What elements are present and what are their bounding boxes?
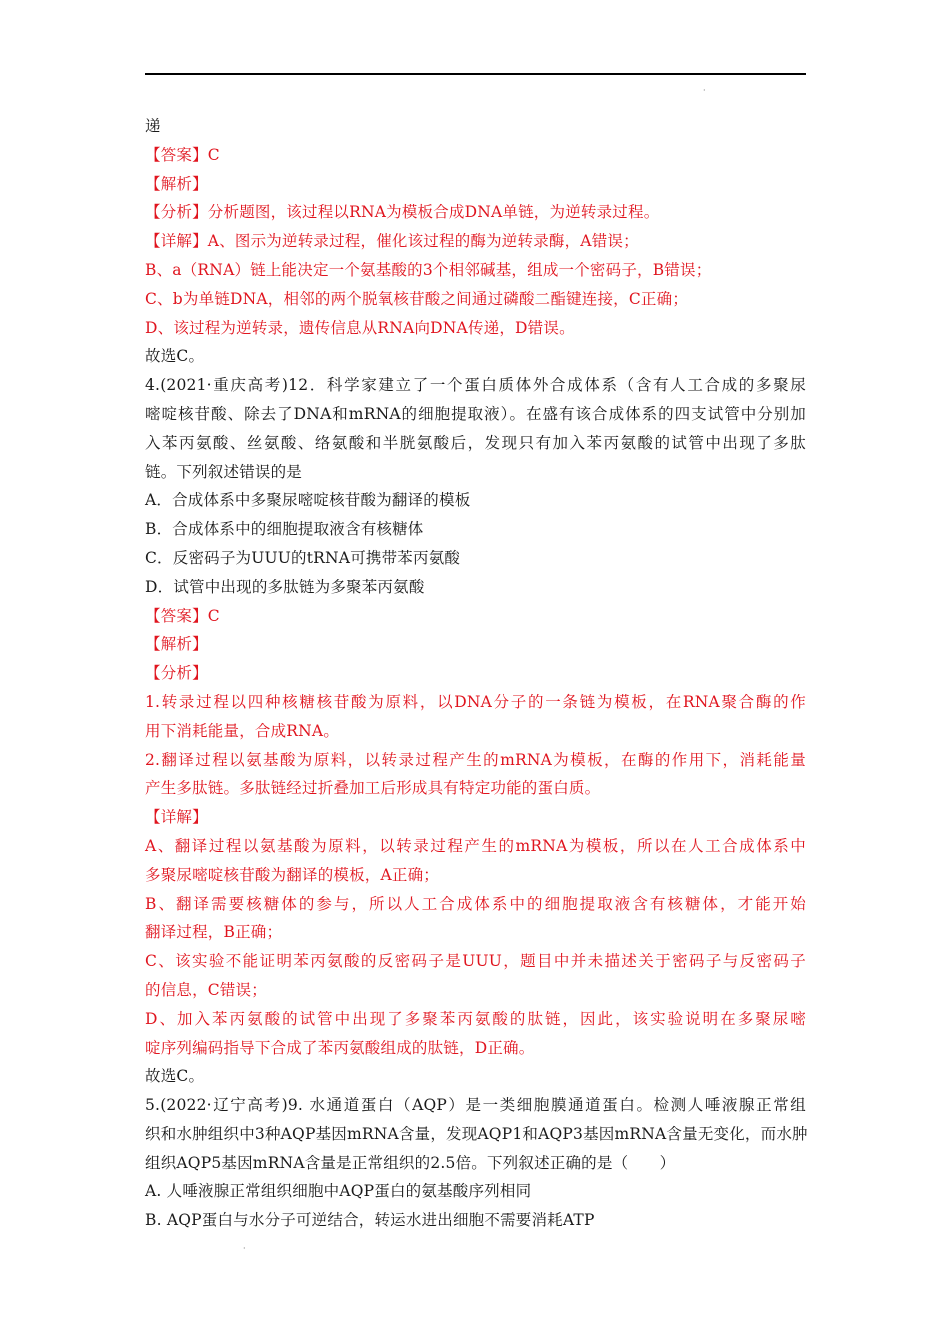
- text-line: D．试管中出现的多肽链为多聚苯丙氨酸: [145, 577, 425, 596]
- header-rule: [145, 73, 806, 75]
- text-line: 【解析】: [145, 635, 208, 654]
- text-line: 翻译过程，B正确；: [145, 923, 283, 942]
- text-line: 1.转录过程以四种核糖核苷酸为原料，以DNA分子的一条链为模板，在RNA聚合酶的作: [145, 692, 806, 711]
- text-line: 链。下列叙述错误的是: [145, 462, 303, 481]
- text-line: 多聚尿嘧啶核苷酸为翻译的模板，A正确；: [145, 865, 439, 884]
- text-line: B. AQP蛋白与水分子可逆结合，转运水进出细胞不需要消耗ATP: [145, 1211, 595, 1230]
- text-line: B、翻译需要核糖体的参与，所以人工合成体系中的细胞提取液含有核糖体，才能开始: [145, 894, 806, 913]
- text-line: 嘧啶核苷酸、除去了DNA和mRNA的细胞提取液）。在盛有该合成体系的四支试管中分别加: [145, 404, 806, 423]
- text-line: A．合成体系中多聚尿嘧啶核苷酸为翻译的模板: [145, 491, 471, 510]
- text-line: D、加入苯丙氨酸的试管中出现了多聚苯丙氨酸的肽链，因此，该实验说明在多聚尿嘧: [145, 1009, 806, 1028]
- text-line: 【分析】分析题图，该过程以RNA为模板合成DNA单链，为逆转录过程。: [145, 203, 660, 222]
- text-line: 【答案】C: [145, 606, 220, 625]
- text-line: B、a（RNA）链上能决定一个氨基酸的3个相邻碱基，组成一个密码子，B错误；: [145, 260, 712, 279]
- text-line: B．合成体系中的细胞提取液含有核糖体: [145, 520, 424, 539]
- text-line: 故选C。: [145, 1067, 205, 1086]
- document-body: [145, 112, 810, 1235]
- text-line: 组织AQP5基因mRNA含量是正常组织的2.5倍。下列叙述正确的是（ ）: [145, 1153, 676, 1172]
- text-line: 用下消耗能量，合成RNA。: [145, 721, 340, 740]
- text-line: 2.翻译过程以氨基酸为原料，以转录过程产生的mRNA为模板，在酶的作用下，消耗能量: [145, 750, 806, 769]
- text-line: 【分析】: [145, 664, 208, 683]
- text-line: C、b为单链DNA，相邻的两个脱氧核苷酸之间通过磷酸二酯键连接，C正确；: [145, 289, 689, 308]
- footer-dot: ·: [243, 1244, 246, 1253]
- text-line: 【答案】C: [145, 145, 220, 164]
- text-line: 故选C。: [145, 347, 205, 366]
- text-line: C．反密码子为UUU的tRNA可携带苯丙氨酸: [145, 548, 461, 567]
- header-dot: ·: [703, 86, 706, 95]
- text-line: 产生多肽链。多肽链经过折叠加工后形成具有特定功能的蛋白质。: [145, 779, 601, 798]
- text-line: 【详解】A、图示为逆转录过程，催化该过程的酶为逆转录酶，A错误；: [145, 232, 639, 251]
- text-line: A、翻译过程以氨基酸为原料，以转录过程产生的mRNA为模板，所以在人工合成体系中: [145, 836, 806, 855]
- text-line: 织和水肿组织中3种AQP基因mRNA含量，发现AQP1和AQP3基因mRNA含量无变化，而水肿: [145, 1124, 808, 1143]
- text-line: 递: [145, 117, 161, 135]
- text-line: A. 人唾液腺正常组织细胞中AQP蛋白的氨基酸序列相同: [145, 1182, 532, 1201]
- text-line: 5.(2022·辽宁高考)9. 水通道蛋白（AQP）是一类细胞膜通道蛋白。检测人唾液腺正常组: [145, 1096, 806, 1115]
- text-line: C、该实验不能证明苯丙氨酸的反密码子是UUU，题目中并未描述关于密码子与反密码子: [145, 952, 806, 971]
- text-line: 入苯丙氨酸、丝氨酸、络氨酸和半胱氨酸后，发现只有加入苯丙氨酸的试管中出现了多肽: [145, 433, 806, 452]
- text-line: 4.(2021·重庆高考)12．科学家建立了一个蛋白质体外合成体系（含有人工合成的多聚尿: [145, 376, 806, 395]
- text-line: 【详解】: [145, 808, 208, 827]
- text-line: D、该过程为逆转录，遗传信息从RNA向DNA传递，D错误。: [145, 318, 575, 337]
- text-line: 啶序列编码指导下合成了苯丙氨酸组成的肽链，D正确。: [145, 1038, 535, 1057]
- text-line: 的信息，C错误；: [145, 980, 267, 999]
- text-line: 【解析】: [145, 174, 208, 193]
